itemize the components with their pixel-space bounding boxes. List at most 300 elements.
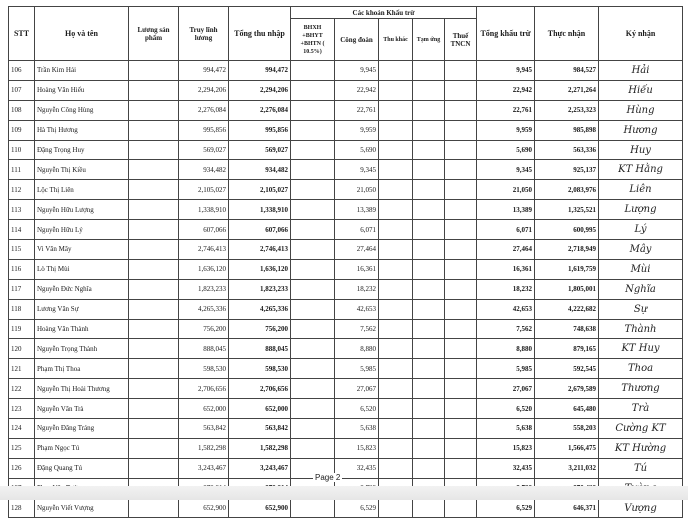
row-insurance-empty — [291, 240, 335, 260]
signature-mark: Mây — [599, 240, 683, 260]
row-tax-empty — [445, 240, 477, 260]
paper-edge — [0, 486, 688, 500]
row-union-fee: 5,638 — [335, 419, 379, 439]
row-advance-empty — [413, 120, 445, 140]
row-name: Đặng Quang Tú — [35, 458, 129, 478]
row-back-pay: 1,636,120 — [179, 259, 229, 279]
table-row — [9, 120, 683, 140]
row-other-empty — [379, 498, 413, 518]
row-name: Hà Thị Hương — [35, 120, 129, 140]
row-total-deduction: 9,345 — [477, 160, 535, 180]
row-union-fee: 7,562 — [335, 319, 379, 339]
row-other-empty — [379, 319, 413, 339]
row-tax-empty — [445, 120, 477, 140]
table-row — [9, 399, 683, 419]
row-stt: 119 — [9, 319, 35, 339]
row-tax-empty — [445, 200, 477, 220]
row-insurance-empty — [291, 359, 335, 379]
row-back-pay: 607,066 — [179, 220, 229, 240]
row-name: Đặng Trọng Huy — [35, 140, 129, 160]
table-row — [9, 419, 683, 439]
row-insurance-empty — [291, 180, 335, 200]
row-name: Lương Văn Sự — [35, 299, 129, 319]
row-union-fee: 8,880 — [335, 339, 379, 359]
row-total-deduction: 42,653 — [477, 299, 535, 319]
row-stt: 116 — [9, 259, 35, 279]
row-total-income: 934,482 — [229, 160, 291, 180]
row-other-empty — [379, 160, 413, 180]
row-tax-empty — [445, 299, 477, 319]
signature-mark: Lượng — [599, 200, 683, 220]
row-total-deduction: 22,942 — [477, 80, 535, 100]
row-stt: 125 — [9, 438, 35, 458]
row-insurance-empty — [291, 259, 335, 279]
row-advance-empty — [413, 498, 445, 518]
row-advance-empty — [413, 399, 445, 419]
row-union-fee: 5,690 — [335, 140, 379, 160]
row-base-salary-empty — [129, 438, 179, 458]
row-name: Nguyễn Thị Hoài Thương — [35, 379, 129, 399]
signature-mark: Sự — [599, 299, 683, 319]
row-other-empty — [379, 419, 413, 439]
row-name: Hoàng Văn Thành — [35, 319, 129, 339]
row-base-salary-empty — [129, 399, 179, 419]
row-union-fee: 9,345 — [335, 160, 379, 180]
row-insurance-empty — [291, 299, 335, 319]
row-union-fee: 15,823 — [335, 438, 379, 458]
row-total-deduction: 15,823 — [477, 438, 535, 458]
row-back-pay: 652,900 — [179, 498, 229, 518]
row-union-fee: 6,071 — [335, 220, 379, 240]
row-insurance-empty — [291, 498, 335, 518]
signature-mark: Vượng — [599, 498, 683, 518]
table-row — [9, 220, 683, 240]
row-base-salary-empty — [129, 379, 179, 399]
row-union-fee: 22,761 — [335, 100, 379, 120]
row-base-salary-empty — [129, 140, 179, 160]
row-base-salary-empty — [129, 61, 179, 81]
signature-mark: Thành — [599, 319, 683, 339]
row-tax-empty — [445, 279, 477, 299]
row-other-empty — [379, 240, 413, 260]
row-back-pay: 1,823,233 — [179, 279, 229, 299]
row-other-empty — [379, 458, 413, 478]
row-name: Nguyễn Đức Nghĩa — [35, 279, 129, 299]
row-total-income: 995,856 — [229, 120, 291, 140]
row-base-salary-empty — [129, 339, 179, 359]
row-insurance-empty — [291, 80, 335, 100]
row-back-pay: 2,746,413 — [179, 240, 229, 260]
row-insurance-empty — [291, 339, 335, 359]
row-tax-empty — [445, 419, 477, 439]
row-other-empty — [379, 279, 413, 299]
table-row — [9, 200, 683, 220]
row-tax-empty — [445, 140, 477, 160]
table-row — [9, 458, 683, 478]
payroll-rows — [9, 61, 683, 518]
row-total-deduction: 32,435 — [477, 458, 535, 478]
signature-mark: Mùi — [599, 259, 683, 279]
row-base-salary-empty — [129, 180, 179, 200]
row-insurance-empty — [291, 319, 335, 339]
row-total-income: 2,746,413 — [229, 240, 291, 260]
row-union-fee: 21,050 — [335, 180, 379, 200]
row-advance-empty — [413, 61, 445, 81]
table-row — [9, 80, 683, 100]
table-row — [9, 319, 683, 339]
row-name: Phạm Ngọc Tú — [35, 438, 129, 458]
row-stt: 122 — [9, 379, 35, 399]
signature-mark: Nghĩa — [599, 279, 683, 299]
row-insurance-empty — [291, 279, 335, 299]
row-name: Vi Văn Mây — [35, 240, 129, 260]
row-stt: 111 — [9, 160, 35, 180]
row-union-fee: 6,520 — [335, 399, 379, 419]
row-tax-empty — [445, 399, 477, 419]
row-total-deduction: 6,529 — [477, 498, 535, 518]
row-tax-empty — [445, 498, 477, 518]
header-other: Thu khác — [379, 19, 413, 61]
row-net-pay: 2,679,589 — [535, 379, 599, 399]
row-stt: 118 — [9, 299, 35, 319]
row-total-income: 1,823,233 — [229, 279, 291, 299]
row-total-income: 756,200 — [229, 319, 291, 339]
row-total-income: 607,066 — [229, 220, 291, 240]
row-net-pay: 3,211,032 — [535, 458, 599, 478]
header-union: Công đoàn — [335, 19, 379, 61]
row-base-salary-empty — [129, 80, 179, 100]
row-base-salary-empty — [129, 240, 179, 260]
row-union-fee: 13,389 — [335, 200, 379, 220]
row-net-pay: 592,545 — [535, 359, 599, 379]
row-other-empty — [379, 299, 413, 319]
row-net-pay: 748,638 — [535, 319, 599, 339]
header-deductions-group: Các khoản Khấu trừ — [291, 7, 477, 19]
row-back-pay: 756,200 — [179, 319, 229, 339]
row-tax-empty — [445, 100, 477, 120]
row-insurance-empty — [291, 100, 335, 120]
row-other-empty — [379, 61, 413, 81]
row-total-deduction: 6,520 — [477, 399, 535, 419]
row-insurance-empty — [291, 160, 335, 180]
row-total-income: 994,472 — [229, 61, 291, 81]
row-total-income: 652,900 — [229, 498, 291, 518]
row-base-salary-empty — [129, 220, 179, 240]
row-total-deduction: 9,959 — [477, 120, 535, 140]
row-insurance-empty — [291, 140, 335, 160]
row-total-deduction: 21,050 — [477, 180, 535, 200]
row-base-salary-empty — [129, 160, 179, 180]
row-name: Nguyễn Đăng Tráng — [35, 419, 129, 439]
row-other-empty — [379, 100, 413, 120]
row-advance-empty — [413, 339, 445, 359]
row-union-fee: 16,361 — [335, 259, 379, 279]
row-tax-empty — [445, 339, 477, 359]
row-tax-empty — [445, 259, 477, 279]
row-total-deduction: 18,232 — [477, 279, 535, 299]
row-net-pay: 1,619,759 — [535, 259, 599, 279]
row-stt: 108 — [9, 100, 35, 120]
row-other-empty — [379, 120, 413, 140]
row-total-income: 569,027 — [229, 140, 291, 160]
row-net-pay: 985,898 — [535, 120, 599, 140]
table-row — [9, 498, 683, 518]
row-name: Nguyễn Trọng Thành — [35, 339, 129, 359]
row-other-empty — [379, 438, 413, 458]
row-stt: 110 — [9, 140, 35, 160]
row-name: Nguyễn Hữu Lý — [35, 220, 129, 240]
row-other-empty — [379, 399, 413, 419]
row-name: Trần Kim Hải — [35, 61, 129, 81]
row-advance-empty — [413, 160, 445, 180]
row-tax-empty — [445, 458, 477, 478]
row-union-fee: 9,959 — [335, 120, 379, 140]
row-back-pay: 1,338,910 — [179, 200, 229, 220]
signature-mark: Tú — [599, 458, 683, 478]
row-net-pay: 2,253,323 — [535, 100, 599, 120]
row-net-pay: 645,480 — [535, 399, 599, 419]
row-total-deduction: 9,945 — [477, 61, 535, 81]
row-base-salary-empty — [129, 279, 179, 299]
row-union-fee: 42,653 — [335, 299, 379, 319]
row-back-pay: 563,842 — [179, 419, 229, 439]
row-union-fee: 32,435 — [335, 458, 379, 478]
row-insurance-empty — [291, 399, 335, 419]
row-base-salary-empty — [129, 200, 179, 220]
header-net: Thực nhận — [535, 7, 599, 61]
row-insurance-empty — [291, 419, 335, 439]
row-total-income: 1,582,298 — [229, 438, 291, 458]
row-base-salary-empty — [129, 498, 179, 518]
table-row — [9, 299, 683, 319]
row-advance-empty — [413, 319, 445, 339]
row-tax-empty — [445, 61, 477, 81]
row-stt: 121 — [9, 359, 35, 379]
row-insurance-empty — [291, 379, 335, 399]
signature-mark: KT Huy — [599, 339, 683, 359]
row-total-income: 2,276,084 — [229, 100, 291, 120]
table-row — [9, 259, 683, 279]
row-advance-empty — [413, 100, 445, 120]
row-total-income: 2,105,027 — [229, 180, 291, 200]
row-back-pay: 652,000 — [179, 399, 229, 419]
row-base-salary-empty — [129, 419, 179, 439]
row-net-pay: 646,371 — [535, 498, 599, 518]
row-tax-empty — [445, 80, 477, 100]
row-total-deduction: 27,464 — [477, 240, 535, 260]
signature-mark: KT Hường — [599, 438, 683, 458]
row-net-pay: 2,718,949 — [535, 240, 599, 260]
signature-mark: Thương — [599, 379, 683, 399]
row-stt: 115 — [9, 240, 35, 260]
payroll-table — [8, 6, 683, 518]
row-net-pay: 4,222,682 — [535, 299, 599, 319]
row-name: Lò Thị Mùi — [35, 259, 129, 279]
row-tax-empty — [445, 359, 477, 379]
row-other-empty — [379, 359, 413, 379]
table-row — [9, 379, 683, 399]
signature-mark: Hiếu — [599, 80, 683, 100]
row-back-pay: 3,243,467 — [179, 458, 229, 478]
header-base-salary: Lương sản phẩm — [129, 7, 179, 61]
row-insurance-empty — [291, 120, 335, 140]
row-net-pay: 1,566,475 — [535, 438, 599, 458]
row-base-salary-empty — [129, 319, 179, 339]
row-net-pay: 2,271,264 — [535, 80, 599, 100]
row-back-pay: 1,582,298 — [179, 438, 229, 458]
signature-mark: Hải — [599, 61, 683, 81]
row-tax-empty — [445, 438, 477, 458]
row-other-empty — [379, 200, 413, 220]
row-name: Nguyễn Thị Kiều — [35, 160, 129, 180]
signature-mark: Trà — [599, 399, 683, 419]
table-row — [9, 438, 683, 458]
row-base-salary-empty — [129, 299, 179, 319]
header-total-income: Tổng thu nhập — [229, 7, 291, 61]
row-advance-empty — [413, 200, 445, 220]
page-number: Page 2 — [315, 473, 341, 482]
row-insurance-empty — [291, 220, 335, 240]
row-advance-empty — [413, 240, 445, 260]
row-net-pay: 879,165 — [535, 339, 599, 359]
row-advance-empty — [413, 80, 445, 100]
row-total-income: 598,530 — [229, 359, 291, 379]
row-total-deduction: 7,562 — [477, 319, 535, 339]
row-name: Nguyễn Văn Trà — [35, 399, 129, 419]
row-other-empty — [379, 259, 413, 279]
row-total-deduction: 5,985 — [477, 359, 535, 379]
row-back-pay: 934,482 — [179, 160, 229, 180]
row-total-income: 1,636,120 — [229, 259, 291, 279]
signature-mark: Thoa — [599, 359, 683, 379]
row-total-income: 2,706,656 — [229, 379, 291, 399]
table-row — [9, 100, 683, 120]
row-name: Lộc Thị Liên — [35, 180, 129, 200]
table-row — [9, 359, 683, 379]
row-advance-empty — [413, 379, 445, 399]
row-union-fee: 22,942 — [335, 80, 379, 100]
signature-mark: Huy — [599, 140, 683, 160]
table-row — [9, 61, 683, 81]
row-advance-empty — [413, 180, 445, 200]
header-back-pay: Truy lĩnh lương — [179, 7, 229, 61]
row-union-fee: 5,985 — [335, 359, 379, 379]
row-back-pay: 2,706,656 — [179, 379, 229, 399]
row-stt: 126 — [9, 458, 35, 478]
row-tax-empty — [445, 180, 477, 200]
row-total-deduction: 16,361 — [477, 259, 535, 279]
row-advance-empty — [413, 259, 445, 279]
row-net-pay: 2,083,976 — [535, 180, 599, 200]
signature-mark: Lý — [599, 220, 683, 240]
row-total-deduction: 27,067 — [477, 379, 535, 399]
row-net-pay: 558,203 — [535, 419, 599, 439]
row-stt: 128 — [9, 498, 35, 518]
row-stt: 113 — [9, 200, 35, 220]
signature-mark: KT Hằng — [599, 160, 683, 180]
signature-mark: Hương — [599, 120, 683, 140]
row-insurance-empty — [291, 200, 335, 220]
row-stt: 124 — [9, 419, 35, 439]
row-stt: 117 — [9, 279, 35, 299]
header-advance: Tạm ứng — [413, 19, 445, 61]
row-total-deduction: 6,071 — [477, 220, 535, 240]
row-total-income: 3,243,467 — [229, 458, 291, 478]
row-advance-empty — [413, 299, 445, 319]
row-stt: 120 — [9, 339, 35, 359]
row-other-empty — [379, 220, 413, 240]
row-advance-empty — [413, 458, 445, 478]
row-advance-empty — [413, 220, 445, 240]
row-other-empty — [379, 140, 413, 160]
row-other-empty — [379, 80, 413, 100]
row-base-salary-empty — [129, 259, 179, 279]
row-other-empty — [379, 379, 413, 399]
header-stt: STT — [9, 7, 35, 61]
row-back-pay: 2,105,027 — [179, 180, 229, 200]
table-row — [9, 160, 683, 180]
header-insurance: BHXH +BHYT +BHTN ( 10.5%) — [291, 19, 335, 61]
row-total-income: 4,265,336 — [229, 299, 291, 319]
row-advance-empty — [413, 359, 445, 379]
row-union-fee: 9,945 — [335, 61, 379, 81]
row-total-income: 888,045 — [229, 339, 291, 359]
row-other-empty — [379, 180, 413, 200]
row-net-pay: 984,527 — [535, 61, 599, 81]
row-total-deduction: 8,880 — [477, 339, 535, 359]
row-back-pay: 2,276,084 — [179, 100, 229, 120]
row-back-pay: 888,045 — [179, 339, 229, 359]
row-name: Hoàng Văn Hiếu — [35, 80, 129, 100]
row-stt: 106 — [9, 61, 35, 81]
row-stt: 112 — [9, 180, 35, 200]
row-insurance-empty — [291, 61, 335, 81]
row-base-salary-empty — [129, 100, 179, 120]
row-union-fee: 6,529 — [335, 498, 379, 518]
table-row — [9, 339, 683, 359]
row-tax-empty — [445, 220, 477, 240]
signature-mark: Hùng — [599, 100, 683, 120]
row-total-income: 563,842 — [229, 419, 291, 439]
row-advance-empty — [413, 438, 445, 458]
row-advance-empty — [413, 140, 445, 160]
row-tax-empty — [445, 160, 477, 180]
row-total-income: 1,338,910 — [229, 200, 291, 220]
row-back-pay: 2,294,206 — [179, 80, 229, 100]
row-back-pay: 4,265,336 — [179, 299, 229, 319]
row-advance-empty — [413, 279, 445, 299]
row-stt: 107 — [9, 80, 35, 100]
row-back-pay: 598,530 — [179, 359, 229, 379]
row-insurance-empty — [291, 438, 335, 458]
row-name: Phạm Thị Thoa — [35, 359, 129, 379]
row-total-deduction: 5,638 — [477, 419, 535, 439]
row-name: Nguyễn Công Hùng — [35, 100, 129, 120]
row-total-deduction: 5,690 — [477, 140, 535, 160]
row-base-salary-empty — [129, 120, 179, 140]
row-base-salary-empty — [129, 359, 179, 379]
signature-mark: Liên — [599, 180, 683, 200]
row-net-pay: 600,995 — [535, 220, 599, 240]
row-net-pay: 1,325,521 — [535, 200, 599, 220]
header-name: Họ và tên — [35, 7, 129, 61]
row-net-pay: 563,336 — [535, 140, 599, 160]
row-union-fee: 18,232 — [335, 279, 379, 299]
row-union-fee: 27,464 — [335, 240, 379, 260]
row-total-income: 2,294,206 — [229, 80, 291, 100]
header-signature: Ký nhận — [599, 7, 683, 61]
row-name: Nguyễn Hữu Lượng — [35, 200, 129, 220]
